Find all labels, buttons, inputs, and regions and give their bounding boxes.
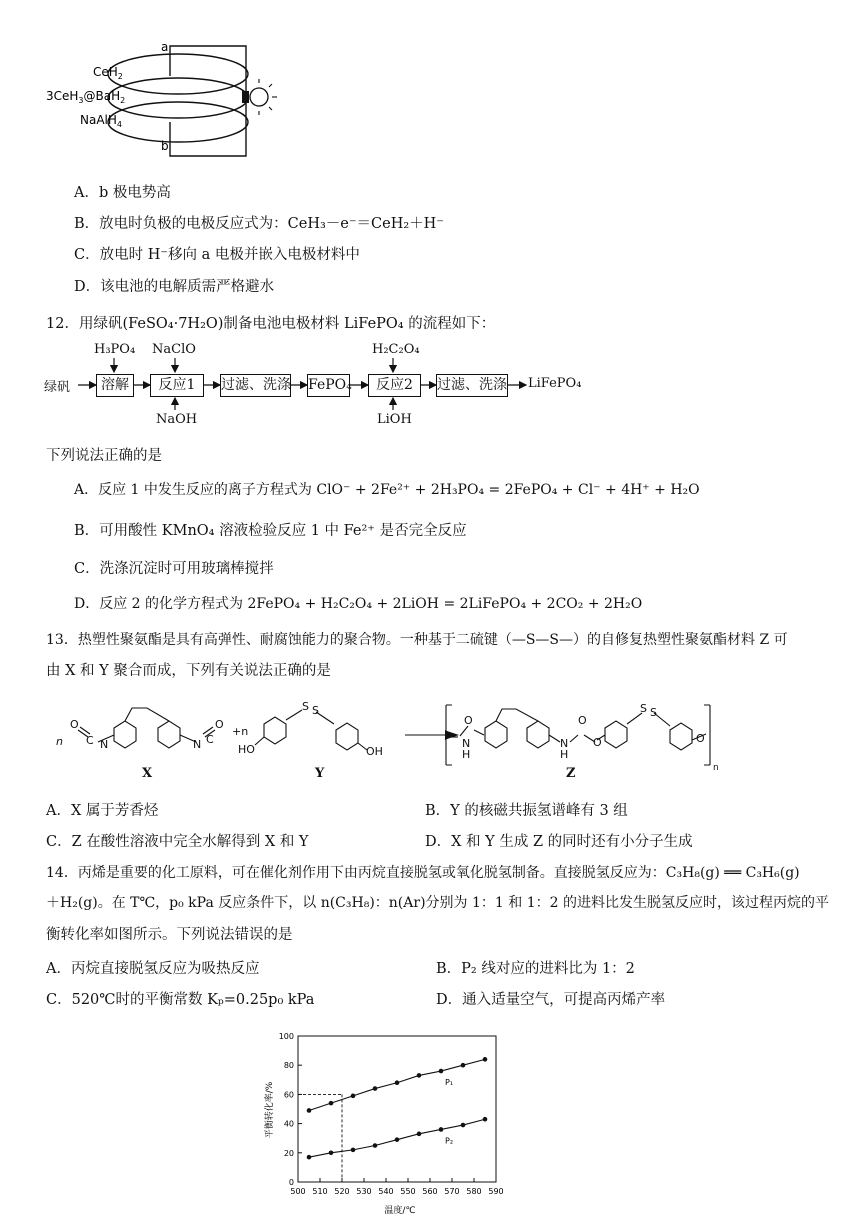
flow-step-dissolve: 溶解 [96,374,134,397]
series-1-point [461,1063,466,1068]
terminal-a-label: a [161,40,169,54]
reagent-lioh: LiOH [377,412,412,427]
label-z: Z [566,766,576,781]
series-2-point [461,1123,466,1128]
svg-text:n: n [713,763,719,773]
y-phenol-left [264,717,286,744]
q13-option-c: C．Z 在酸性溶液中完全水解得到 X 和 Y [46,834,309,850]
svg-text:C: C [86,734,94,747]
q11-option-a: A．b 极电势高 [74,185,171,201]
series-1-point [329,1101,334,1106]
x-tick-label: 520 [334,1187,350,1196]
series-label-2: P₂ [445,1136,454,1146]
svg-text:S: S [650,706,657,719]
q11-option-d: D．该电池的电解质需严格避水 [74,279,275,295]
z-ring-4 [670,723,692,750]
flow-step-filter1: 过滤、洗涤 [220,374,291,397]
svg-text:C: C [206,733,214,746]
flow-step-filter2: 过滤、洗涤 [436,374,508,397]
q14-stem-line1: 14．丙烯是重要的化工原料，可在催化剂作用下由丙烷直接脱氢或氧化脱氢制备。直接脱氢反应为：C₃H₈(g) ══ C₃H₆(g) [46,865,800,881]
series-1-point [307,1108,312,1113]
reagent-naoh: NaOH [156,412,198,427]
x-tick-label: 550 [400,1187,416,1196]
y-tick-label: 20 [283,1148,294,1158]
q13-option-b: B．Y 的核磁共振氢谱峰有 3 组 [425,803,628,819]
svg-text:O: O [578,714,587,727]
q12-option-a: A．反应 1 中发生反应的离子方程式为 ClO⁻ + 2Fe²⁺ + 2H₃PO₄ = 2FePO₄ + Cl⁻ + 4H⁺ + H₂O [74,482,700,498]
y-tick-label: 100 [278,1032,294,1041]
q12-option-b: B．可用酸性 KMnO₄ 溶液检验反应 1 中 Fe²⁺ 是否完全反应 [74,523,467,539]
svg-text:O: O [464,714,473,727]
y-phenol-right [336,723,358,750]
svg-text:O: O [696,732,705,745]
q12-flowchart [44,336,604,432]
q14-stem-line3: 衡转化率如图所示。下列说法错误的是 [46,927,293,943]
svg-text:S: S [302,700,309,713]
layer-label-mid: 3CeH$_3$@BaH$_2$ [46,89,126,105]
q13-stem-line1: 13．热塑性聚氨酯是具有高弹性、耐腐蚀能力的聚合物。一种基于二硫键（—S—S—）的自修复热塑性聚氨酯材料 Z 可 [46,632,788,648]
reagent-h3po4: H₃PO₄ [94,342,136,357]
q14-option-d: D．通入适量空气，可提高丙烯产率 [436,992,666,1008]
label-y: Y [315,766,325,781]
svg-text:S: S [640,702,647,715]
z-ring-2 [527,721,549,748]
z-ring-1 [485,721,507,748]
svg-text:OH: OH [366,745,383,758]
svg-text:O: O [593,736,602,749]
lightbulb-icon [242,79,277,115]
z-ring-3 [605,721,627,748]
q11-option-b: B．放电时负极的电极反应式为：CeH₃－e⁻＝CeH₂＋H⁻ [74,216,444,232]
y-tick-label: 0 [288,1178,294,1187]
x-ch2-bridge [125,708,169,721]
svg-text:N: N [100,738,109,751]
x-tick-label: 540 [378,1187,394,1196]
series-2-point [417,1132,422,1137]
svg-text:+n: +n [232,725,249,738]
battery-layer-ceh3-bah2 [108,78,248,118]
y-tick-label: 40 [283,1119,294,1129]
x-tick-label: 580 [466,1187,482,1196]
y-disulfide-bond [286,710,334,724]
x-tick-label: 570 [444,1187,460,1196]
series-1-point [417,1073,422,1078]
svg-text:N: N [560,737,569,750]
series-1-point [439,1069,444,1074]
q14-option-a: A．丙烷直接脱氢反应为吸热反应 [46,961,260,977]
terminal-b-label: b [161,139,169,153]
series-2-point [329,1151,334,1156]
q11-option-c: C．放电时 H⁻移向 a 电极并嵌入电极材料中 [74,247,360,263]
svg-text:O: O [215,718,224,731]
q13-stem-line2: 由 X 和 Y 聚合而成，下列有关说法正确的是 [46,663,331,679]
reagent-h2c2o4: H₂C₂O₄ [372,342,420,357]
flow-step-reaction2: 反应2 [368,374,421,397]
series-1-point [373,1086,378,1091]
layer-label-top: CeH$_2$ [93,65,123,81]
layer-label-bottom: NaAlH$_4$ [80,113,122,129]
plot-frame [298,1036,496,1182]
q12-option-d: D．反应 2 的化学方程式为 2FePO₄ + H₂C₂O₄ + 2LiOH = 2LiFePO₄ + 2CO₂ + 2H₂O [74,596,643,612]
series-2-point [307,1155,312,1160]
series-label-1: P₁ [445,1078,454,1088]
series-1-point [395,1080,400,1085]
series-1-point [351,1094,356,1099]
y-axis-label: 平衡转化率/% [265,1081,275,1139]
series-2-point [483,1117,488,1122]
q12-prompt: 下列说法正确的是 [46,448,162,464]
battery-layer-ceh2 [108,54,248,94]
svg-text:H: H [560,748,569,761]
q13-option-a: A．X 属于芳香烃 [46,803,159,819]
series-2-point [373,1143,378,1148]
x-tick-label: 530 [356,1187,372,1196]
q12-stem: 12．用绿矾(FeSO₄·7H₂O)制备电池电极材料 LiFePO₄ 的流程如下： [46,316,496,332]
svg-text:S: S [312,704,319,717]
conversion-chart [258,1026,520,1216]
y-tick-label: 60 [283,1090,294,1100]
flow-start: 绿矾 [44,380,71,395]
x-tick-label: 590 [488,1187,504,1196]
flow-step-fepo4: FePO₄ [307,374,350,397]
svg-text:N: N [193,738,202,751]
reagent-naclo: NaClO [152,342,196,357]
series-2-point [351,1148,356,1153]
x-benzene-right [158,721,180,748]
x-tick-label: 500 [290,1187,306,1196]
series-2-point [395,1137,400,1142]
flow-step-reaction1: 反应1 [150,374,204,397]
battery-layer-naalh4 [108,102,248,142]
flow-end: LiFePO₄ [528,376,582,391]
svg-text:HO: HO [238,743,255,756]
x-benzene-left [114,721,136,748]
svg-text:O: O [70,718,79,731]
x-tick-label: 510 [312,1187,328,1196]
svg-text:H: H [462,748,471,761]
battery-diagram [40,36,300,176]
series-1-point [483,1057,488,1062]
q14-stem-line2: ＋H₂(g)。在 T℃，p₀ kPa 反应条件下，以 n(C₃H₈)：n(Ar)分别为 1：1 和 1：2 的进料比发生脱氢反应时，该过程丙烷的平 [46,895,829,911]
x-axis-label: 温度/℃ [384,1206,416,1216]
q14-option-b: B．P₂ 线对应的进料比为 1：2 [436,961,635,977]
q14-option-c: C．520℃时的平衡常数 Kₚ=0.25p₀ kPa [46,992,315,1008]
q12-option-c: C．洗涤沉淀时可用玻璃棒搅拌 [74,561,274,577]
label-x: X [142,766,153,781]
svg-text:N: N [462,737,471,750]
series-2-point [439,1127,444,1132]
x-tick-label: 560 [422,1187,438,1196]
q13-option-d: D．X 和 Y 生成 Z 的同时还有小分子生成 [425,834,693,850]
svg-text:n: n [56,735,63,748]
y-tick-label: 80 [283,1061,294,1071]
